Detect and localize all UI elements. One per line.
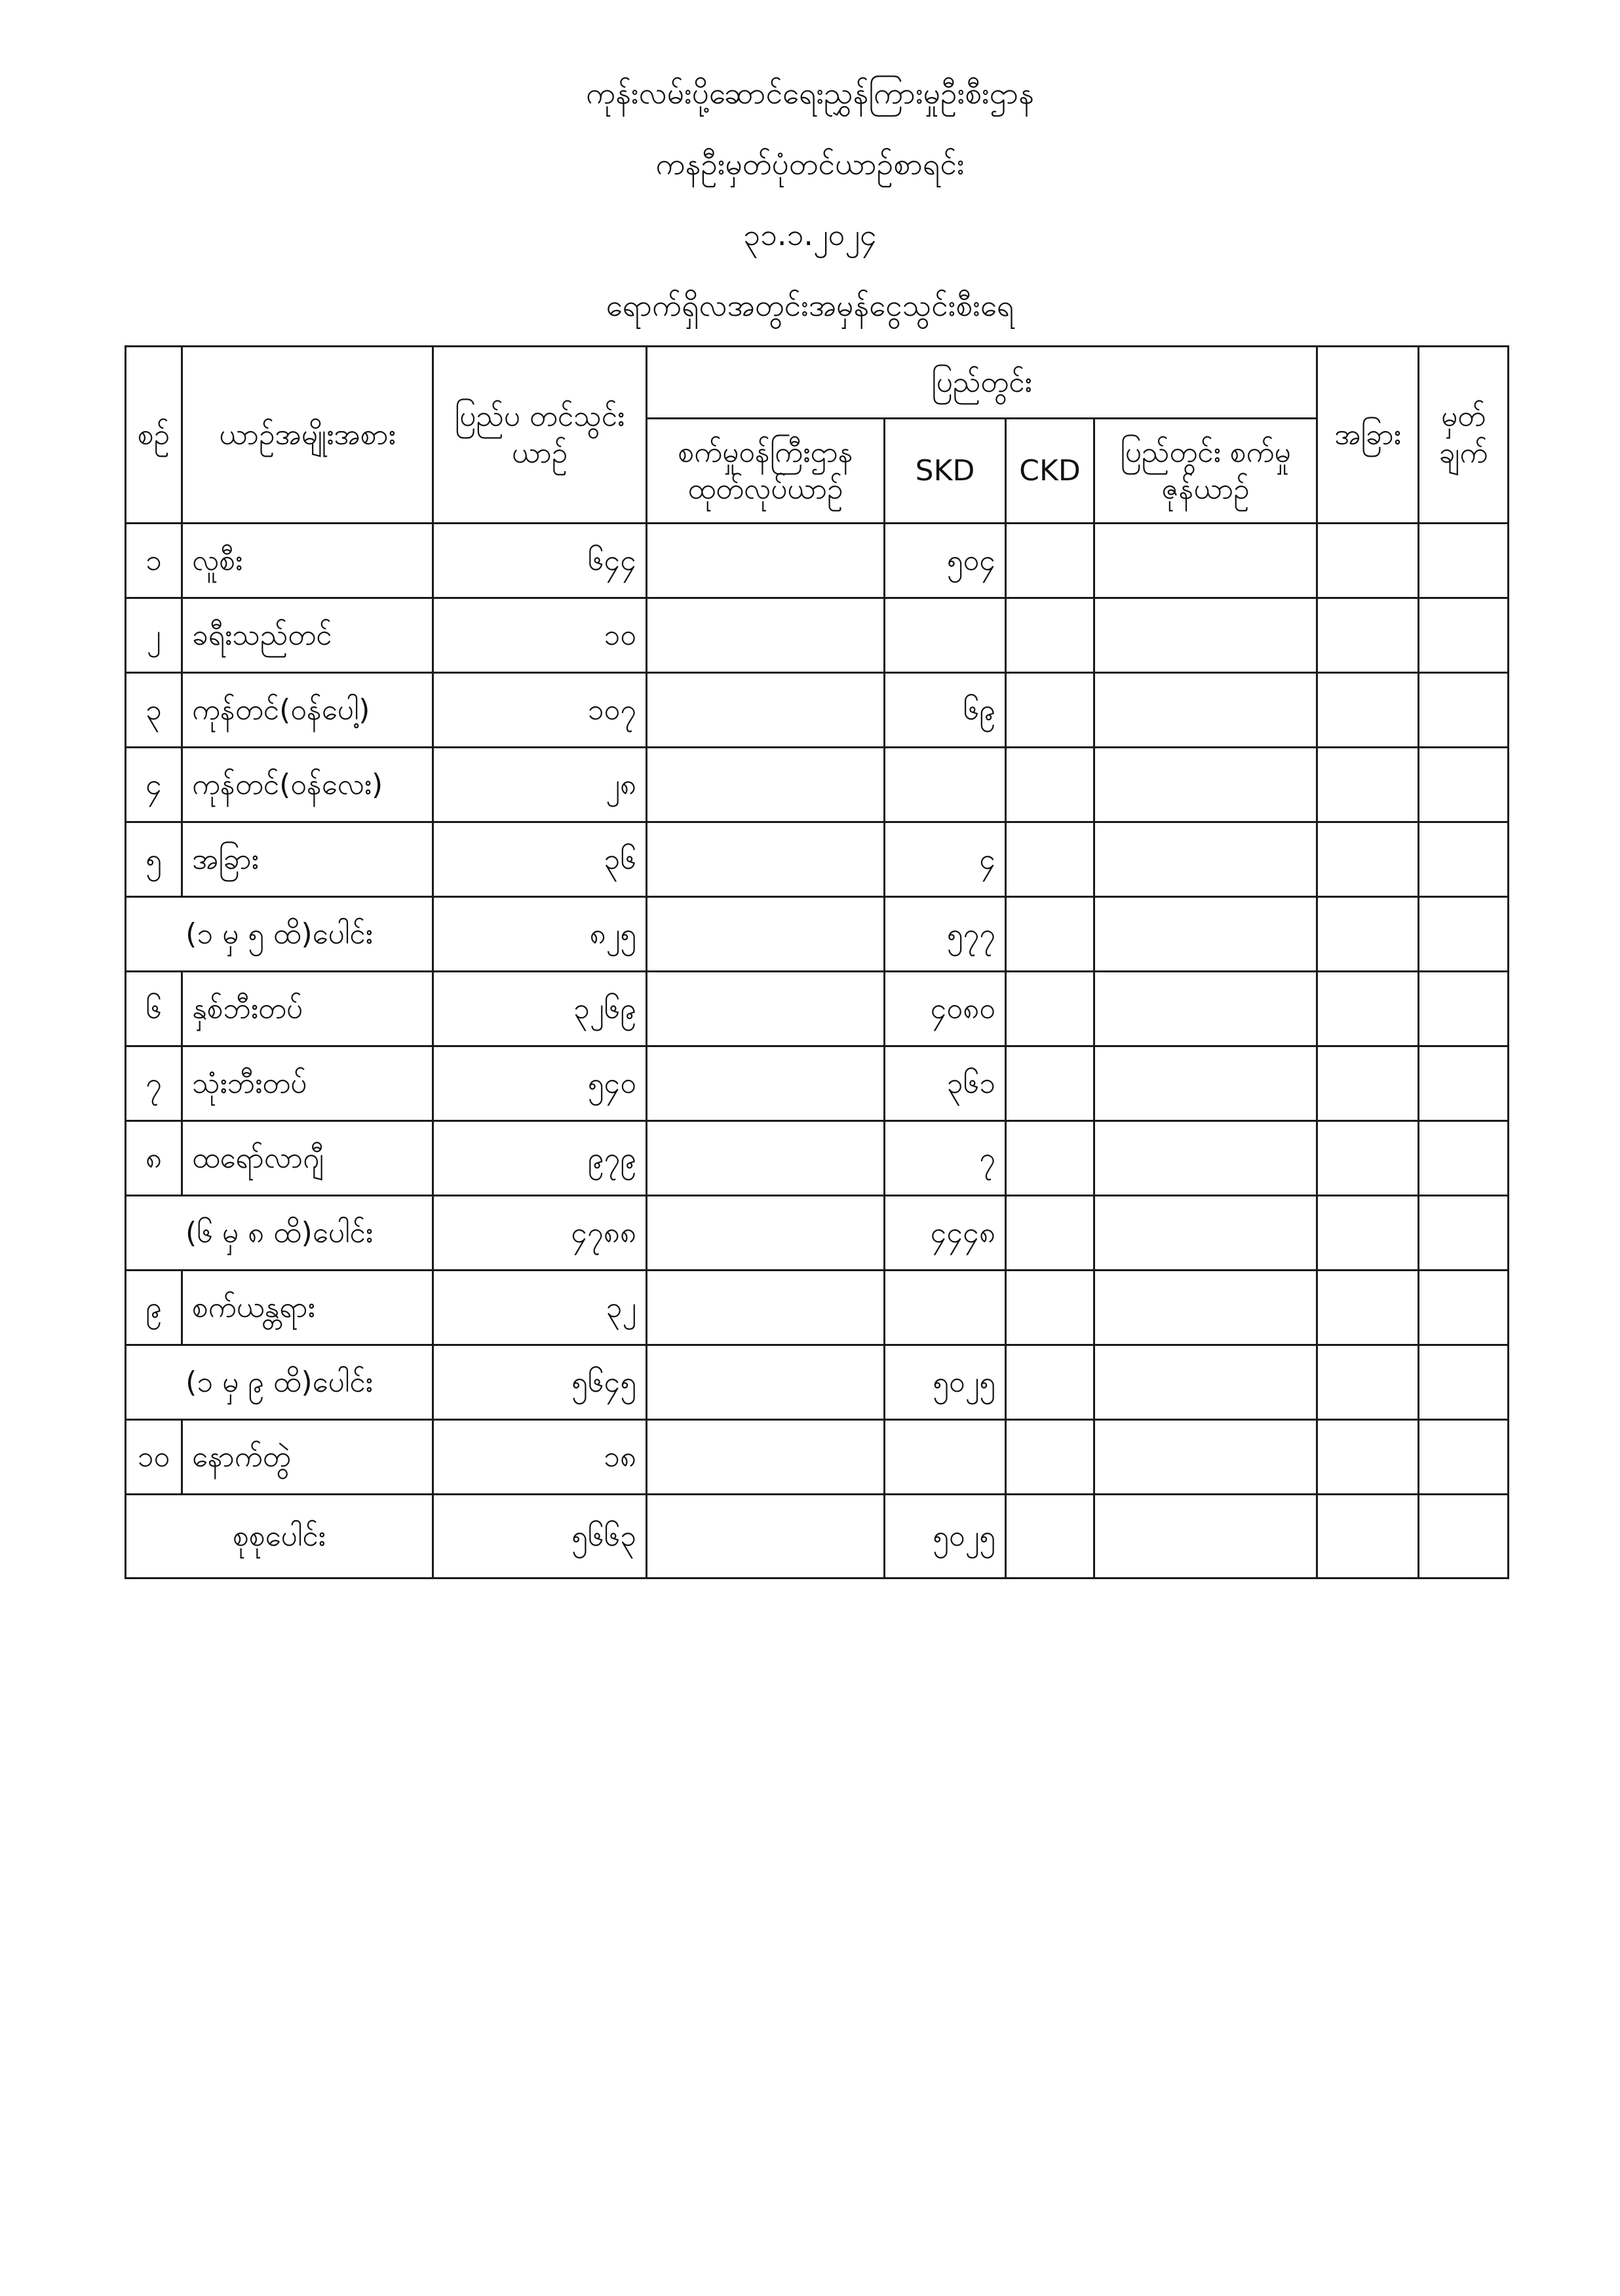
row-ckd (1006, 748, 1094, 822)
row-industry-ministry (647, 598, 885, 673)
header-remarks: မှတ် ချက် (1419, 347, 1509, 524)
row-imported: ၃၂ (433, 1271, 647, 1345)
row-serial: ၉ (126, 1271, 182, 1345)
report-title: ကနဦးမှတ်ပုံတင်ယာဉ်စာရင်း (655, 146, 965, 182)
header-ckd: CKD (1006, 419, 1094, 524)
row-imported: ၁၈ (433, 1420, 647, 1495)
report-date: ၃၁.၁.၂၀၂၄ (743, 217, 877, 252)
report-subtitle: ရောက်ရှိလအတွင်းအမှန်ငွေသွင်းစီးရေ (606, 288, 1014, 323)
subtotal-skd: ၅၇၇ (885, 897, 1006, 972)
subtotal-imported: ၄၇၈၈ (433, 1196, 647, 1271)
subtotal-row (126, 897, 1509, 972)
row-vehicle-type: သုံးဘီးတပ် (182, 1046, 433, 1121)
row-imported: ၃၆ (433, 822, 647, 897)
row-skd: ၇ (885, 1121, 1006, 1196)
row-vehicle-type: ခရီးသည်တင် (182, 598, 433, 673)
row-serial: ၆ (126, 972, 182, 1046)
table-row (126, 1271, 1509, 1345)
row-skd (885, 1420, 1006, 1495)
row-remarks (1419, 748, 1509, 822)
subtotal-row (126, 1196, 1509, 1271)
row-imported: ၃၂၆၉ (433, 972, 647, 1046)
row-other (1317, 673, 1419, 748)
subtotal-label: (၁ မှ ၅ ထိ)ပေါင်း (126, 897, 433, 972)
table-row (126, 1046, 1509, 1121)
table-row (126, 1121, 1509, 1196)
row-vehicle-type: ထရော်လာဂျီ (182, 1121, 433, 1196)
header-skd: SKD (885, 419, 1006, 524)
row-serial: ၁၀ (126, 1420, 182, 1495)
row-skd: ၄ (885, 822, 1006, 897)
table-row (126, 598, 1509, 673)
grand-total-row (126, 1495, 1509, 1578)
table-row (126, 524, 1509, 598)
subtotal-imported: ၅၆၄၅ (433, 1345, 647, 1420)
header-serial: စဉ် (126, 347, 182, 524)
row-remarks (1419, 524, 1509, 598)
row-skd: ၅၀၄ (885, 524, 1006, 598)
grand-total-skd: ၅၀၂၅ (885, 1495, 1006, 1578)
row-serial: ၅ (126, 822, 182, 897)
row-imported: ၁၀၇ (433, 673, 647, 748)
row-vehicle-type: အခြား (182, 822, 433, 897)
table-row (126, 972, 1509, 1046)
row-other (1317, 748, 1419, 822)
row-skd: ၃၆၁ (885, 1046, 1006, 1121)
row-imported: ၆၄၄ (433, 524, 647, 598)
row-industry-ministry (647, 748, 885, 822)
subtotal-row (126, 1345, 1509, 1420)
row-domestic-assembled (1094, 748, 1317, 822)
grand-total-imported: ၅၆၆၃ (433, 1495, 647, 1578)
row-domestic-assembled (1094, 598, 1317, 673)
row-imported: ၅၄၀ (433, 1046, 647, 1121)
row-imported: ၁၀ (433, 598, 647, 673)
document-header (0, 72, 1620, 355)
row-serial: ၁ (126, 524, 182, 598)
row-domestic-assembled (1094, 822, 1317, 897)
table-row (126, 748, 1509, 822)
row-skd: ၆၉ (885, 673, 1006, 748)
row-ckd (1006, 598, 1094, 673)
row-ckd (1006, 822, 1094, 897)
registration-table (125, 345, 1509, 1579)
row-industry-ministry (647, 822, 885, 897)
subtotal-label: (၁ မှ ၉ ထိ)ပေါင်း (126, 1345, 433, 1420)
row-imported: ၂၈ (433, 748, 647, 822)
grand-total-label: စုစုပေါင်း (126, 1495, 433, 1578)
row-domestic-assembled (1094, 673, 1317, 748)
subtotal-label: (၆ မှ ၈ ထိ)ပေါင်း (126, 1196, 433, 1271)
row-other (1317, 598, 1419, 673)
row-vehicle-type: လူစီး (182, 524, 433, 598)
row-vehicle-type: နှစ်ဘီးတပ် (182, 972, 433, 1046)
row-ckd (1006, 673, 1094, 748)
row-skd: ၄၀၈၀ (885, 972, 1006, 1046)
row-remarks (1419, 673, 1509, 748)
header-other: အခြား (1317, 347, 1419, 524)
row-industry-ministry (647, 524, 885, 598)
department-title: ကုန်းလမ်းပို့ဆောင်ရေးညွှန်ကြားမှုဦးစီးဌာန (586, 75, 1034, 111)
row-serial: ၂ (126, 598, 182, 673)
table-row (126, 1420, 1509, 1495)
row-remarks (1419, 822, 1509, 897)
row-other (1317, 524, 1419, 598)
row-serial: ၄ (126, 748, 182, 822)
subtotal-skd: ၄၄၄၈ (885, 1196, 1006, 1271)
subtotal-skd: ၅၀၂၅ (885, 1345, 1006, 1420)
header-domestic: ပြည်တွင်း (647, 347, 1317, 419)
row-industry-ministry (647, 673, 885, 748)
header-domestic-assembled: ပြည်တွင်း စက်မှုဇုန်ယာဉ် (1094, 419, 1317, 524)
row-vehicle-type: နောက်တွဲ (182, 1420, 433, 1495)
subtotal-imported: ၈၂၅ (433, 897, 647, 972)
row-imported: ၉၇၉ (433, 1121, 647, 1196)
row-vehicle-type: ကုန်တင်(ဝန်လေး) (182, 748, 433, 822)
row-serial: ၃ (126, 673, 182, 748)
row-vehicle-type: ကုန်တင်(ဝန်ပေါ့) (182, 673, 433, 748)
table-row (126, 673, 1509, 748)
header-industry-ministry: စက်မှုဝန်ကြီးဌာန ထုတ်လုပ်ယာဉ် (647, 419, 885, 524)
header-imported: ပြည်ပ တင်သွင်းယာဉ် (433, 347, 647, 524)
row-vehicle-type: စက်ယန္တရား (182, 1271, 433, 1345)
row-skd (885, 748, 1006, 822)
row-domestic-assembled (1094, 524, 1317, 598)
row-remarks (1419, 598, 1509, 673)
row-ckd (1006, 524, 1094, 598)
row-skd (885, 598, 1006, 673)
header-vehicle-type: ယာဉ်အမျိုးအစား (182, 347, 433, 524)
row-serial: ၈ (126, 1121, 182, 1196)
row-other (1317, 822, 1419, 897)
table-row (126, 822, 1509, 897)
row-serial: ၇ (126, 1046, 182, 1121)
row-skd (885, 1271, 1006, 1345)
